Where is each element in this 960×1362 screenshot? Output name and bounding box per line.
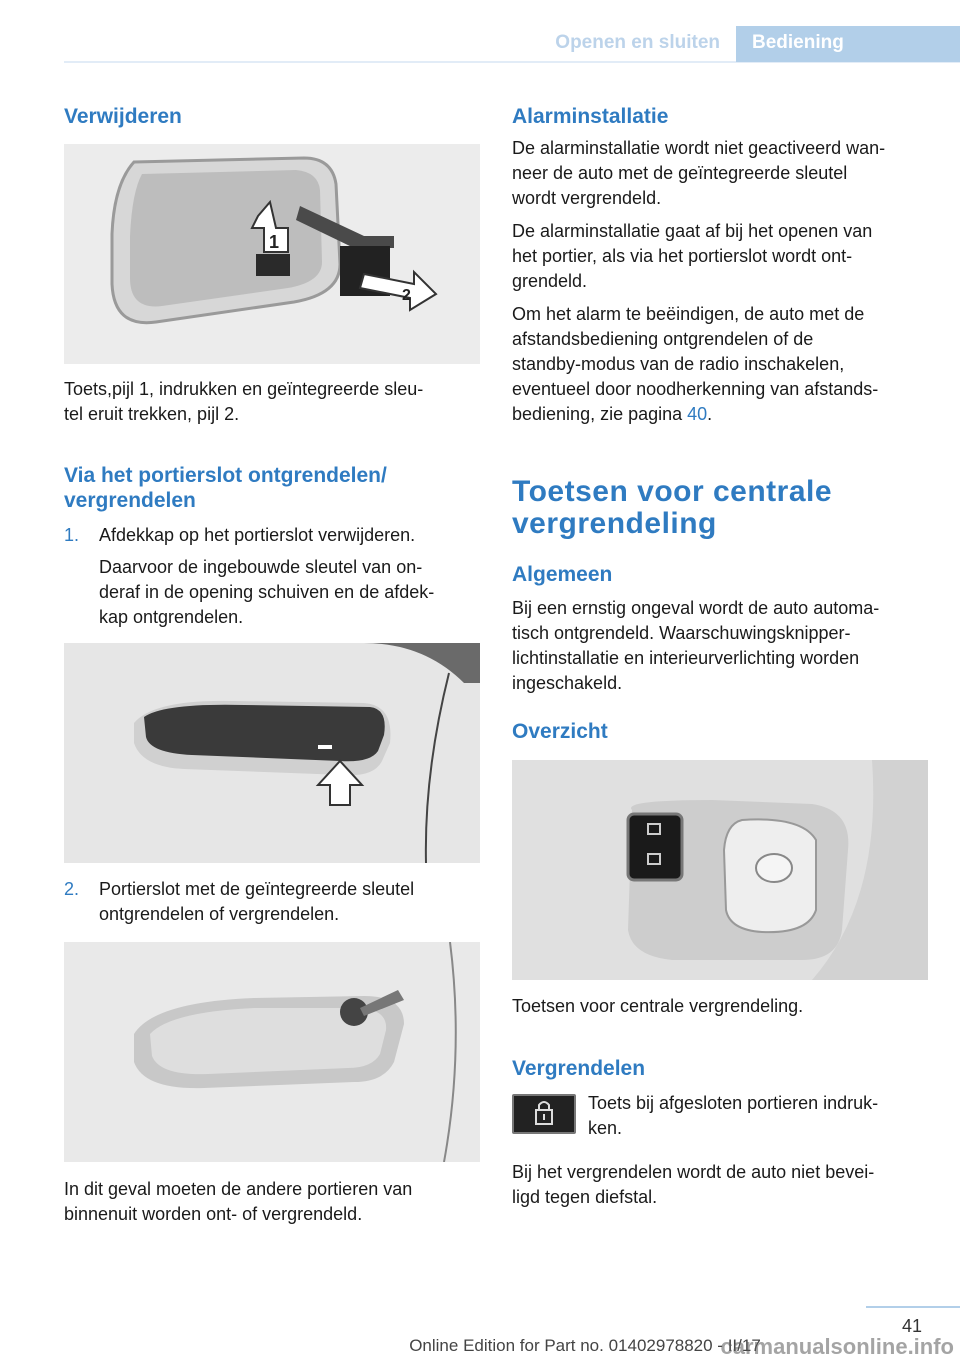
alarm-paragraph-1: De alarminstallatie wordt niet geactiveerd wan- neer de auto met de geïntegreerde sleutel wordt vergrendeld.: [512, 138, 886, 208]
heading-toetsen-centrale-vergrendeling: Toetsen voor centrale vergrendeling: [512, 475, 833, 540]
alarm-paragraph-3: [512, 302, 928, 427]
key-removal-illustration: [64, 144, 480, 364]
lock-instruction: Toets bij afgesloten portieren indruk- ken.: [588, 1093, 879, 1138]
header-section-bediening[interactable]: Bediening: [736, 26, 960, 62]
edition-text: Online Edition for Part no. 01402978820 - II/17: [409, 1336, 761, 1355]
door-lock-key-illustration: [64, 942, 480, 1162]
heading-alarminstallatie: Alarminstallatie: [512, 105, 669, 128]
page-number: 41: [901, 1316, 922, 1336]
heading-vergrendelen: Vergrendelen: [512, 1057, 646, 1080]
lock-note: Bij het vergrendelen wordt de auto niet bevei- ligd tegen diefstal.: [512, 1162, 875, 1207]
heading-overzicht: Overzicht: [512, 720, 608, 743]
general-text: Bij een ernstig ongeval wordt de auto automa- tisch ontgrendeld. Waarschuwingsknipper- lichtinstallatie en interieurverlichting worden ingeschakeld.: [512, 598, 880, 693]
header-section-openen[interactable]: Openen en sluiten: [555, 32, 720, 53]
heading-algemeen: Algemeen: [512, 563, 613, 586]
heading-via-portierslot: Via het portierslot ontgrendelen/ vergrendelen: [64, 464, 387, 512]
alarm-paragraph-3-end: .: [707, 404, 713, 424]
step-1-number: 1.: [64, 525, 80, 545]
step-1-text: Afdekkap op het portierslot verwijderen.: [99, 525, 416, 545]
watermark: carmanualsonline.info: [720, 1334, 954, 1359]
other-doors-text: In dit geval moeten de andere portieren van binnenuit worden ont- of vergrendeld.: [64, 1179, 413, 1224]
page-40-link[interactable]: 40: [687, 404, 708, 424]
step-2-text: Portierslot met de geïntegreerde sleutel ontgrendelen of vergrendelen.: [99, 879, 415, 924]
step-1-subtext: Daarvoor de ingebouwde sleutel van on- deraf in de opening schuiven en de afdek- kap ontgrendelen.: [99, 557, 435, 627]
overview-caption: Toetsen voor centrale vergrendeling.: [512, 996, 804, 1016]
alarm-paragraph-2: De alarminstallatie gaat af bij het openen van het portier, als via het portierslot wordt ont- grendeld.: [512, 221, 873, 291]
lock-button-icon: [512, 1094, 576, 1134]
step-2-number: 2.: [64, 879, 80, 899]
footer-rule: [866, 1306, 960, 1308]
alarm-paragraph-3-text: Om het alarm te beëindigen, de auto met de afstandsbediening ontgrendelen of de standby-modus van de radio inschakelen, eventueel door noodherkenning van afstands- bediening, zie pagina: [512, 304, 879, 424]
remove-caption: Toets,pijl 1, indrukken en geïntegreerde sleu- tel eruit trekken, pijl 2.: [64, 379, 424, 424]
callout-1-label: 1: [269, 232, 280, 252]
door-handle-cap-illustration: [64, 643, 480, 863]
callout-2-label: 2: [402, 287, 411, 304]
heading-verwijderen: Verwijderen: [64, 105, 182, 128]
central-lock-buttons-illustration: [512, 760, 928, 980]
